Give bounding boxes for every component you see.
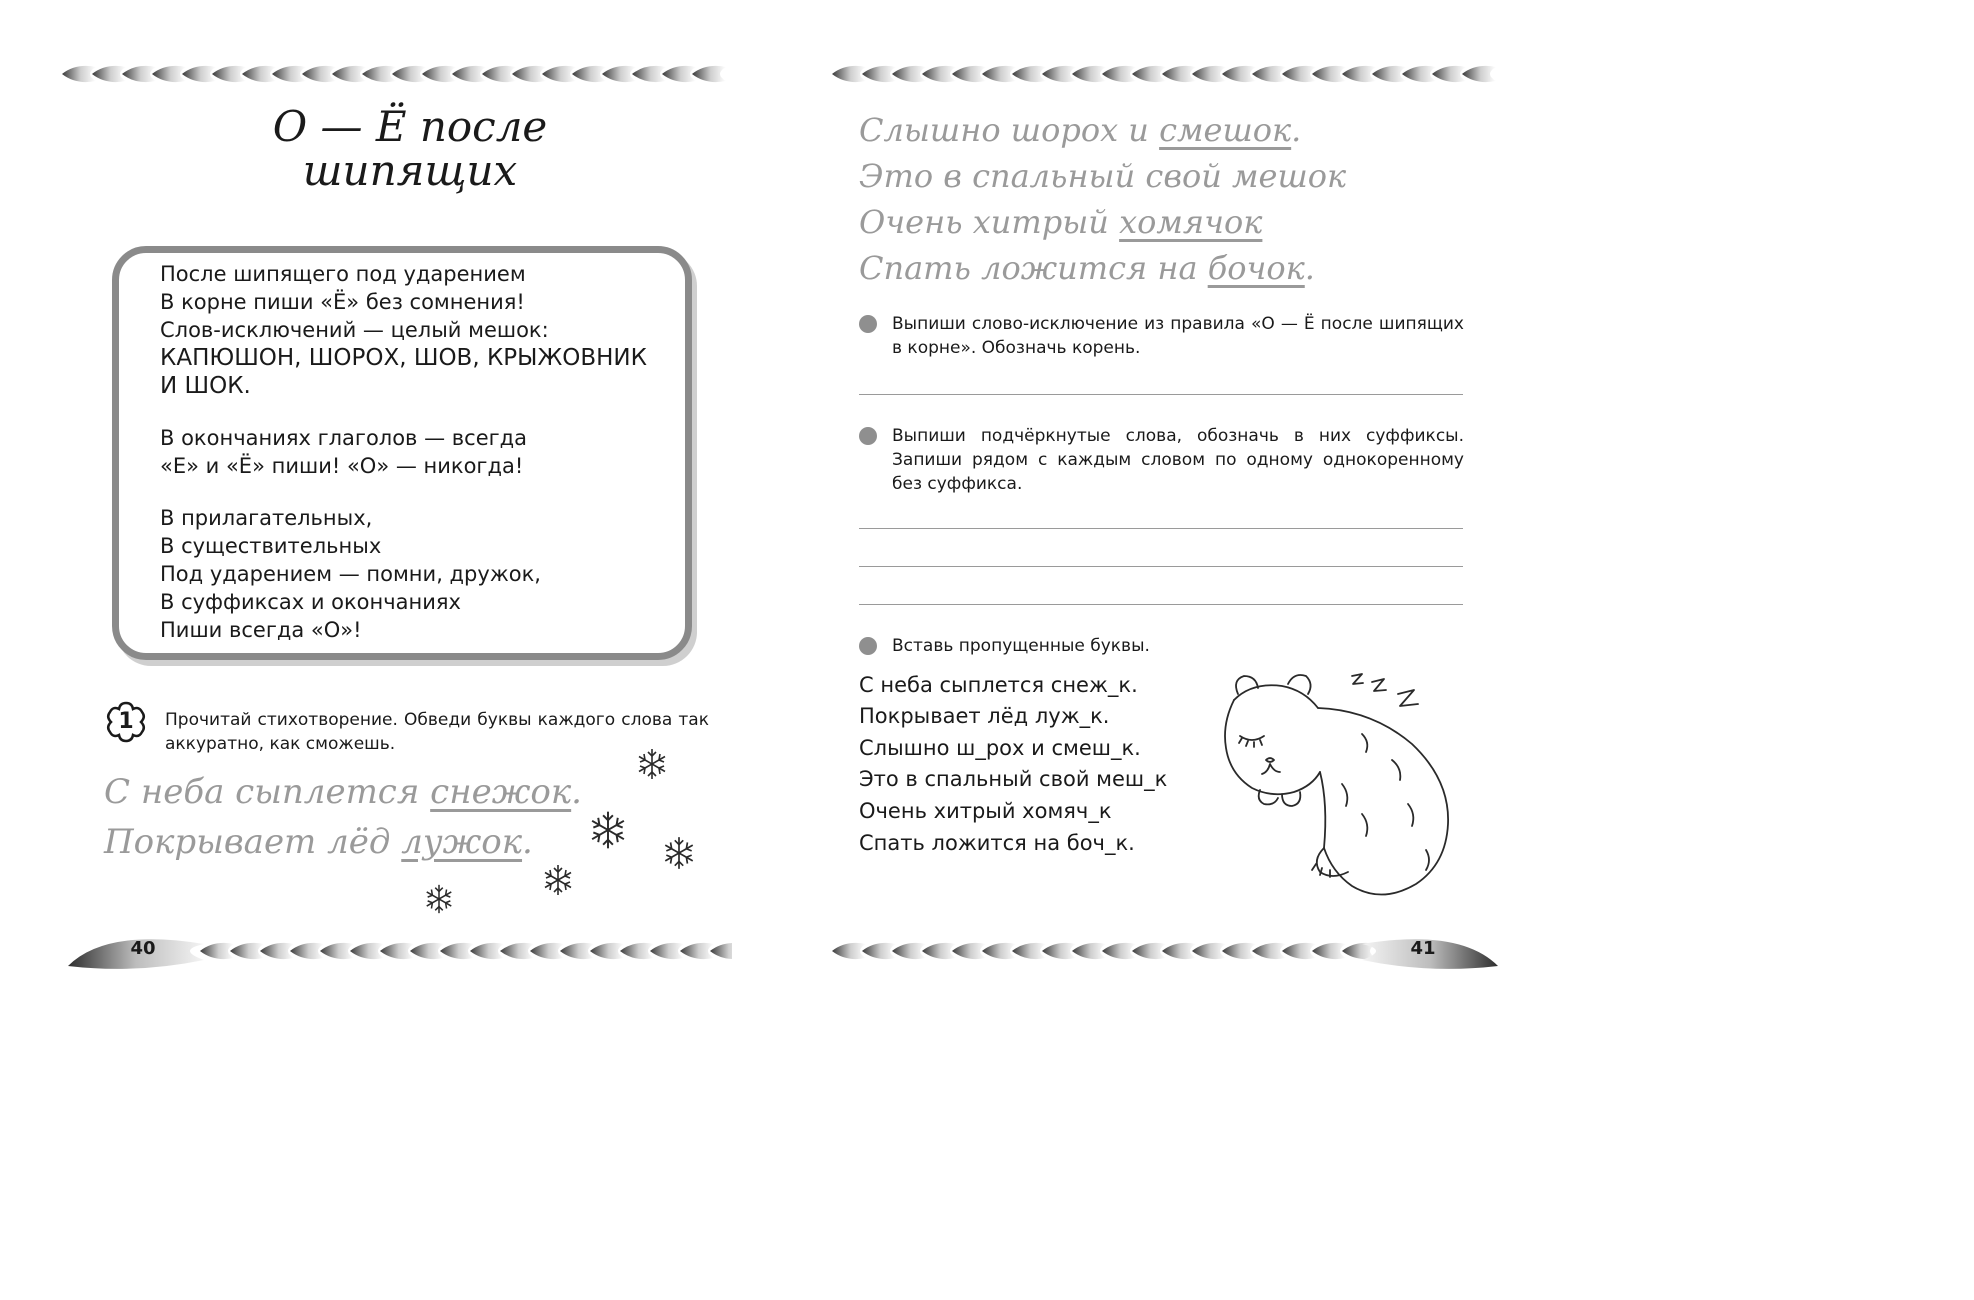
- exercise-line: Очень хитрый хомяч_к: [859, 799, 1112, 823]
- task1-instruction: Прочитай стихотворение. Обведи буквы каждого слова так аккуратно, как сможешь.: [165, 710, 709, 754]
- trace-text: Очень хитрый: [859, 203, 1120, 241]
- task-number: 1: [118, 709, 134, 734]
- trace-text: Покрывает лёд: [104, 822, 402, 862]
- answer-line[interactable]: [859, 604, 1463, 605]
- trace-text: .: [522, 822, 533, 862]
- page-title-line2: шипящих: [302, 146, 518, 195]
- rule-exceptions-line: И ШОК.: [160, 373, 251, 399]
- trace-text: .: [571, 772, 582, 812]
- bottom-border-right: [832, 940, 1372, 962]
- rule-line: Слов-исключений — целый мешок:: [160, 318, 549, 342]
- snowflake-icon: [540, 862, 576, 898]
- exercise-line: Слышно ш_рох и смеш_к.: [859, 736, 1141, 760]
- snowflake-icon: [586, 808, 630, 852]
- rule-line: Под ударением — помни, дружок,: [160, 562, 541, 586]
- trace-text: .: [1304, 249, 1315, 287]
- exercise-line: Это в спальный свой меш_к: [859, 767, 1168, 791]
- rule-line: «Е» и «Ё» пиши! «О» — никогда!: [160, 454, 524, 478]
- trace-underlined-word: снежок: [430, 772, 572, 812]
- trace-line: [859, 246, 1315, 290]
- trace-text: .: [1291, 111, 1302, 149]
- snowflake-icon: [634, 746, 670, 782]
- exercise-line: Покрывает лёд луж_к.: [859, 704, 1110, 728]
- task3-instruction: Выпиши подчёркнутые слова, обозначь в них суффиксы. Запиши рядом с каждым словом по одному однокоренному без суффикса.: [892, 426, 1464, 494]
- task4-instruction: Вставь пропущенные буквы.: [892, 636, 1150, 656]
- page-title-line1: О — Ё после: [272, 102, 548, 151]
- answer-line[interactable]: [859, 528, 1463, 529]
- rule-line: В корне пиши «Ё» без сомнения!: [160, 290, 525, 314]
- task2-instruction: Выпиши слово-исключение из правила «О — Ё после шипящих в корне». Обозначь корень.: [892, 314, 1464, 358]
- trace-text: Слышно шорох и: [859, 111, 1160, 149]
- task-bullet: [859, 315, 877, 333]
- trace-text: Это в спальный свой мешок: [859, 157, 1347, 195]
- trace-line: [104, 820, 533, 864]
- sleeping-hamster-illustration: [1212, 664, 1462, 914]
- task-bullet: [859, 427, 877, 445]
- trace-line: [859, 108, 1301, 152]
- page-number-right: 41: [1410, 938, 1436, 959]
- trace-underlined-word: бочок: [1207, 249, 1305, 287]
- rule-line: В суффиксах и окончаниях: [160, 590, 461, 614]
- top-border-left: [62, 63, 732, 85]
- trace-line: [859, 154, 1346, 198]
- trace-line: [104, 770, 582, 814]
- top-border-right: [832, 63, 1502, 85]
- trace-text: Спать ложится на: [859, 249, 1208, 287]
- rule-line: Пиши всегда «О»!: [160, 618, 362, 642]
- rule-line: В существительных: [160, 534, 382, 558]
- rule-exceptions-line: КАПЮШОН, ШОРОХ, ШОВ, КРЫЖОВНИК: [160, 345, 647, 371]
- answer-line[interactable]: [859, 394, 1463, 395]
- trace-underlined-word: лужок: [401, 822, 523, 862]
- page-number-left: 40: [130, 938, 156, 959]
- bottom-border-left: [200, 940, 732, 962]
- snowflake-icon: [422, 882, 456, 916]
- answer-line[interactable]: [859, 566, 1463, 567]
- trace-text: С неба сыплется: [104, 772, 431, 812]
- trace-underlined-word: смешок: [1159, 111, 1292, 149]
- rule-line: После шипящего под ударением: [160, 262, 526, 286]
- rule-line: В окончаниях глаголов — всегда: [160, 426, 528, 450]
- trace-line: [859, 200, 1262, 244]
- rule-line: В прилагательных,: [160, 506, 373, 530]
- trace-underlined-word: хомячок: [1119, 203, 1263, 241]
- task-bullet: [859, 637, 877, 655]
- snowflake-icon: [660, 834, 698, 872]
- exercise-line: С неба сыплется снеж_к.: [859, 673, 1138, 697]
- exercise-line: Спать ложится на боч_к.: [859, 831, 1135, 855]
